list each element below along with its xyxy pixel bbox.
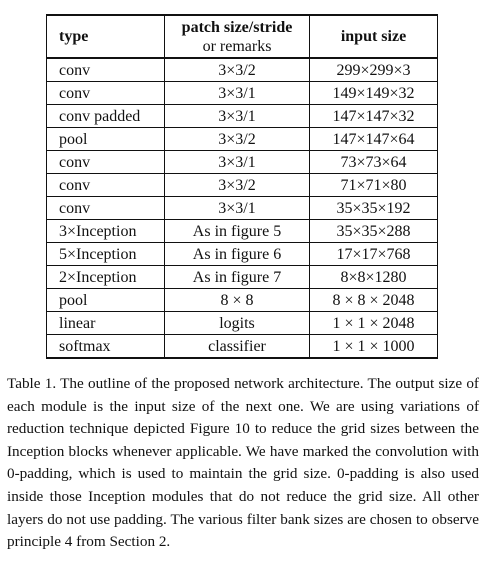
table-header-row	[47, 15, 438, 58]
cell-input: 8 × 8 × 2048	[310, 289, 438, 312]
cell-type: conv	[47, 82, 165, 105]
table-row	[47, 312, 438, 335]
cell-patch: As in figure 6	[165, 243, 310, 266]
cell-patch: 3×3/1	[165, 197, 310, 220]
cell-patch: 3×3/1	[165, 151, 310, 174]
cell-input: 8×8×1280	[310, 266, 438, 289]
cell-type: 3×Inception	[47, 220, 165, 243]
table-row	[47, 289, 438, 312]
architecture-table	[46, 14, 438, 359]
cell-input: 147×147×32	[310, 105, 438, 128]
cell-type: conv padded	[47, 105, 165, 128]
architecture-table-container	[46, 14, 437, 359]
table-caption: Table 1. The outline of the proposed network architecture. The output size of each module is the input size of the next one. We are using variations of reduction technique depicted Figure 10 to reduce the grid sizes between the Inception blocks whenever applicable. We have marked the convolution with 0-padding, which is used to maintain the grid size. 0-padding is also used inside those Inception modules that do not reduce the grid size. All other layers do not use padding. The various filter bank sizes are chosen to observe principle 4 from Section 2.	[7, 375, 479, 551]
table-row	[47, 174, 438, 197]
table-row	[47, 220, 438, 243]
cell-type: pool	[47, 128, 165, 151]
cell-patch: 3×3/2	[165, 128, 310, 151]
cell-input: 147×147×64	[310, 128, 438, 151]
cell-patch: 8 × 8	[165, 289, 310, 312]
cell-type: 5×Inception	[47, 243, 165, 266]
table-row	[47, 243, 438, 266]
cell-input: 71×71×80	[310, 174, 438, 197]
header-patch-size	[165, 15, 310, 58]
cell-patch: 3×3/1	[165, 82, 310, 105]
table-row	[47, 266, 438, 289]
header-input-size: input size	[310, 15, 438, 58]
table-body	[47, 58, 438, 358]
cell-input: 17×17×768	[310, 243, 438, 266]
header-type: type	[47, 15, 165, 58]
cell-patch: 3×3/1	[165, 105, 310, 128]
cell-patch: As in figure 5	[165, 220, 310, 243]
cell-input: 1 × 1 × 1000	[310, 335, 438, 359]
cell-type: conv	[47, 197, 165, 220]
cell-patch: 3×3/2	[165, 58, 310, 82]
table-row	[47, 335, 438, 359]
cell-input: 35×35×192	[310, 197, 438, 220]
cell-type: conv	[47, 151, 165, 174]
table-row	[47, 105, 438, 128]
cell-input: 73×73×64	[310, 151, 438, 174]
table-row	[47, 197, 438, 220]
header-patch-main: patch size/stride	[181, 18, 293, 36]
table-row	[47, 128, 438, 151]
cell-patch: classifier	[165, 335, 310, 359]
cell-type: linear	[47, 312, 165, 335]
cell-input: 149×149×32	[310, 82, 438, 105]
cell-type: conv	[47, 174, 165, 197]
cell-patch: 3×3/2	[165, 174, 310, 197]
cell-type: softmax	[47, 335, 165, 359]
header-patch-sub: or remarks	[202, 37, 272, 55]
cell-type: 2×Inception	[47, 266, 165, 289]
cell-input: 299×299×3	[310, 58, 438, 82]
cell-patch: As in figure 7	[165, 266, 310, 289]
cell-input: 1 × 1 × 2048	[310, 312, 438, 335]
table-row	[47, 58, 438, 82]
cell-type: conv	[47, 58, 165, 82]
table-row	[47, 151, 438, 174]
cell-type: pool	[47, 289, 165, 312]
cell-patch: logits	[165, 312, 310, 335]
table-row	[47, 82, 438, 105]
cell-input: 35×35×288	[310, 220, 438, 243]
